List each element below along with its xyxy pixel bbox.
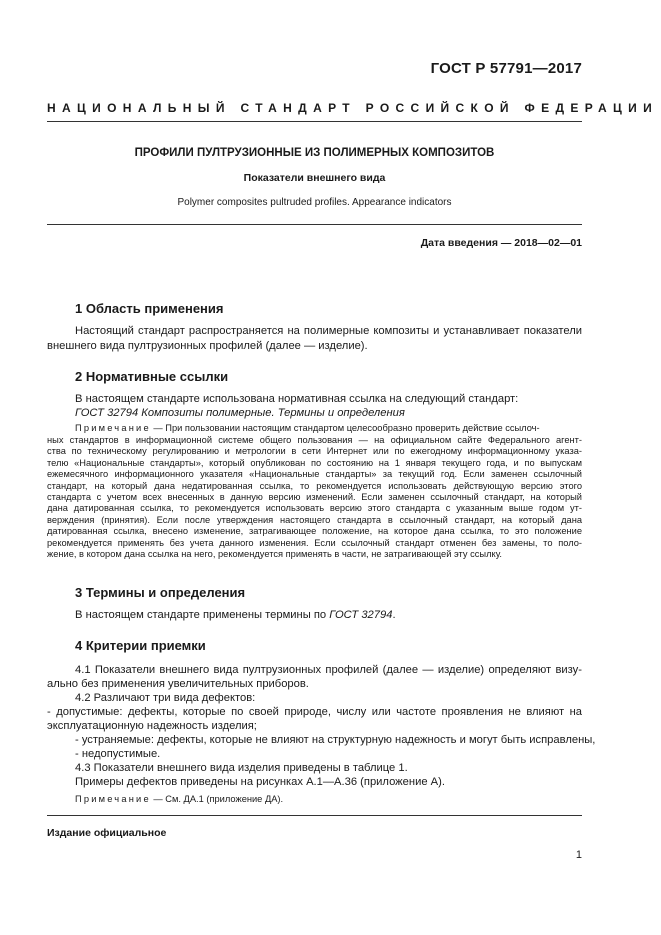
- page-number: 1: [575, 849, 582, 861]
- section-1-line-1: Настоящий стандарт распространяется на полимерные композиты и устанавливает показатели: [75, 325, 582, 337]
- note-line: дана датированная ссылка, то рекомендуется использовать версию этого стандарта с указанным выше годом ут-: [47, 503, 582, 513]
- note-line: рекомендуется применять без учета данного изменения. Если ссылочный стандарт отменен без замены, то поло-: [47, 538, 582, 548]
- section-3-reference: ГОСТ 32794: [329, 609, 393, 621]
- section-4-line-5: эксплуатационную надежность изделия;: [47, 720, 257, 732]
- section-2-heading: 2 Нормативные ссылки: [75, 369, 229, 384]
- section-3-text: [75, 608, 582, 622]
- note-line: стандарта с учетом всех внесенных в данную версию изменений. Если заменен ссылочный стандарт, на который: [47, 492, 582, 502]
- section-3-heading: 3 Термины и определения: [75, 585, 246, 600]
- section-3-text-suffix: .: [392, 609, 396, 621]
- footer-rule: [47, 815, 582, 816]
- note-line: датированная ссылка, внесено изменение, затрагивающее положение, на которое дана ссылка, то это положение: [47, 526, 582, 536]
- section-4-line-3: 4.2 Различают три вида дефектов:: [75, 692, 256, 704]
- note-text-start: — При пользовании настоящим стандартом целесообразно проверить действие ссылоч-: [150, 423, 540, 433]
- national-standard-banner: НАЦИОНАЛЬНЫЙ СТАНДАРТ РОССИЙСКОЙ ФЕДЕРАЦИИ: [47, 101, 659, 115]
- document-subtitle: Показатели внешнего вида: [243, 172, 386, 184]
- title-rule: [47, 224, 582, 225]
- section-1-heading: 1 Область применения: [75, 301, 224, 316]
- section-4-line-7: - недопустимые.: [75, 748, 161, 760]
- section-2-reference: ГОСТ 32794 Композиты полимерные. Термины и определения: [75, 407, 405, 419]
- note-text: — См. ДА.1 (приложение ДА).: [150, 794, 284, 804]
- section-4-note: [75, 794, 582, 805]
- document-title: ПРОФИЛИ ПУЛТРУЗИОННЫЕ ИЗ ПОЛИМЕРНЫХ КОМПОЗИТОВ: [134, 147, 495, 159]
- section-4-line-6: - устраняемые: дефекты, которые не влияют на структурную надежность и могут быть исправлены,: [75, 734, 596, 746]
- section-4-line-8: 4.3 Показатели внешнего вида изделия приведены в таблице 1.: [75, 762, 408, 774]
- note-line: ежемесячного информационного указателя «Национальные стандарты» за текущий год. Если заменен ссылочный: [47, 469, 582, 479]
- section-2-line-1: В настоящем стандарте использована нормативная ссылка на следующий стандарт:: [75, 393, 519, 405]
- note-line: ных стандартов в информационной системе общего пользования — на официальном сайте Федерального агент-: [47, 435, 582, 445]
- note-line: ства по техническому регулированию и метрологии в сети Интернет или по ежегодному информационному указа-: [47, 446, 582, 456]
- header-rule: [47, 121, 582, 122]
- note-line: жение, в котором дана ссылка на него, рекомендуется применять в части, не затрагивающей эту ссылку.: [47, 549, 503, 559]
- official-edition: Издание официальное: [47, 827, 167, 839]
- english-title: Polymer composites pultruded profiles. Appearance indicators: [177, 197, 452, 208]
- section-4-heading: 4 Критерии приемки: [75, 638, 206, 653]
- section-1-line-2: внешнего вида пултрузионных профилей (далее — изделие).: [47, 340, 368, 352]
- note-line: стандарт, на который дана недатированная ссылка, то рекомендуется использовать действующую версию этого: [47, 481, 582, 491]
- note-line: телю «Национальные стандарты», который опубликован по состоянию на 1 января текущего года, и по выпускам: [47, 458, 582, 468]
- standard-id: ГОСТ Р 57791—2017: [430, 60, 582, 77]
- note-label: Примечание: [75, 423, 151, 433]
- section-3-text-prefix: В настоящем стандарте применены термины по: [75, 609, 330, 621]
- section-4-line-2: ально без применения увеличительных приборов.: [47, 678, 309, 690]
- introduction-date: Дата введения — 2018—02—01: [420, 237, 582, 249]
- section-4-line-1: 4.1 Показатели внешнего вида пултрузионных профилей (далее — изделие) определяют визу-: [75, 664, 582, 676]
- note-line: верждения (принятия). Если после утверждения настоящего стандарта в ссылочный стандарт, на который дана: [47, 515, 582, 525]
- section-2-note-first-line: [75, 423, 582, 434]
- note-label: Примечание: [75, 794, 151, 804]
- section-4-line-9: Примеры дефектов приведены на рисунках А.1—А.36 (приложение А).: [75, 776, 445, 788]
- section-4-line-4: - допустимые: дефекты, которые по своей природе, числу или частоте проявления не влияют на: [47, 706, 582, 718]
